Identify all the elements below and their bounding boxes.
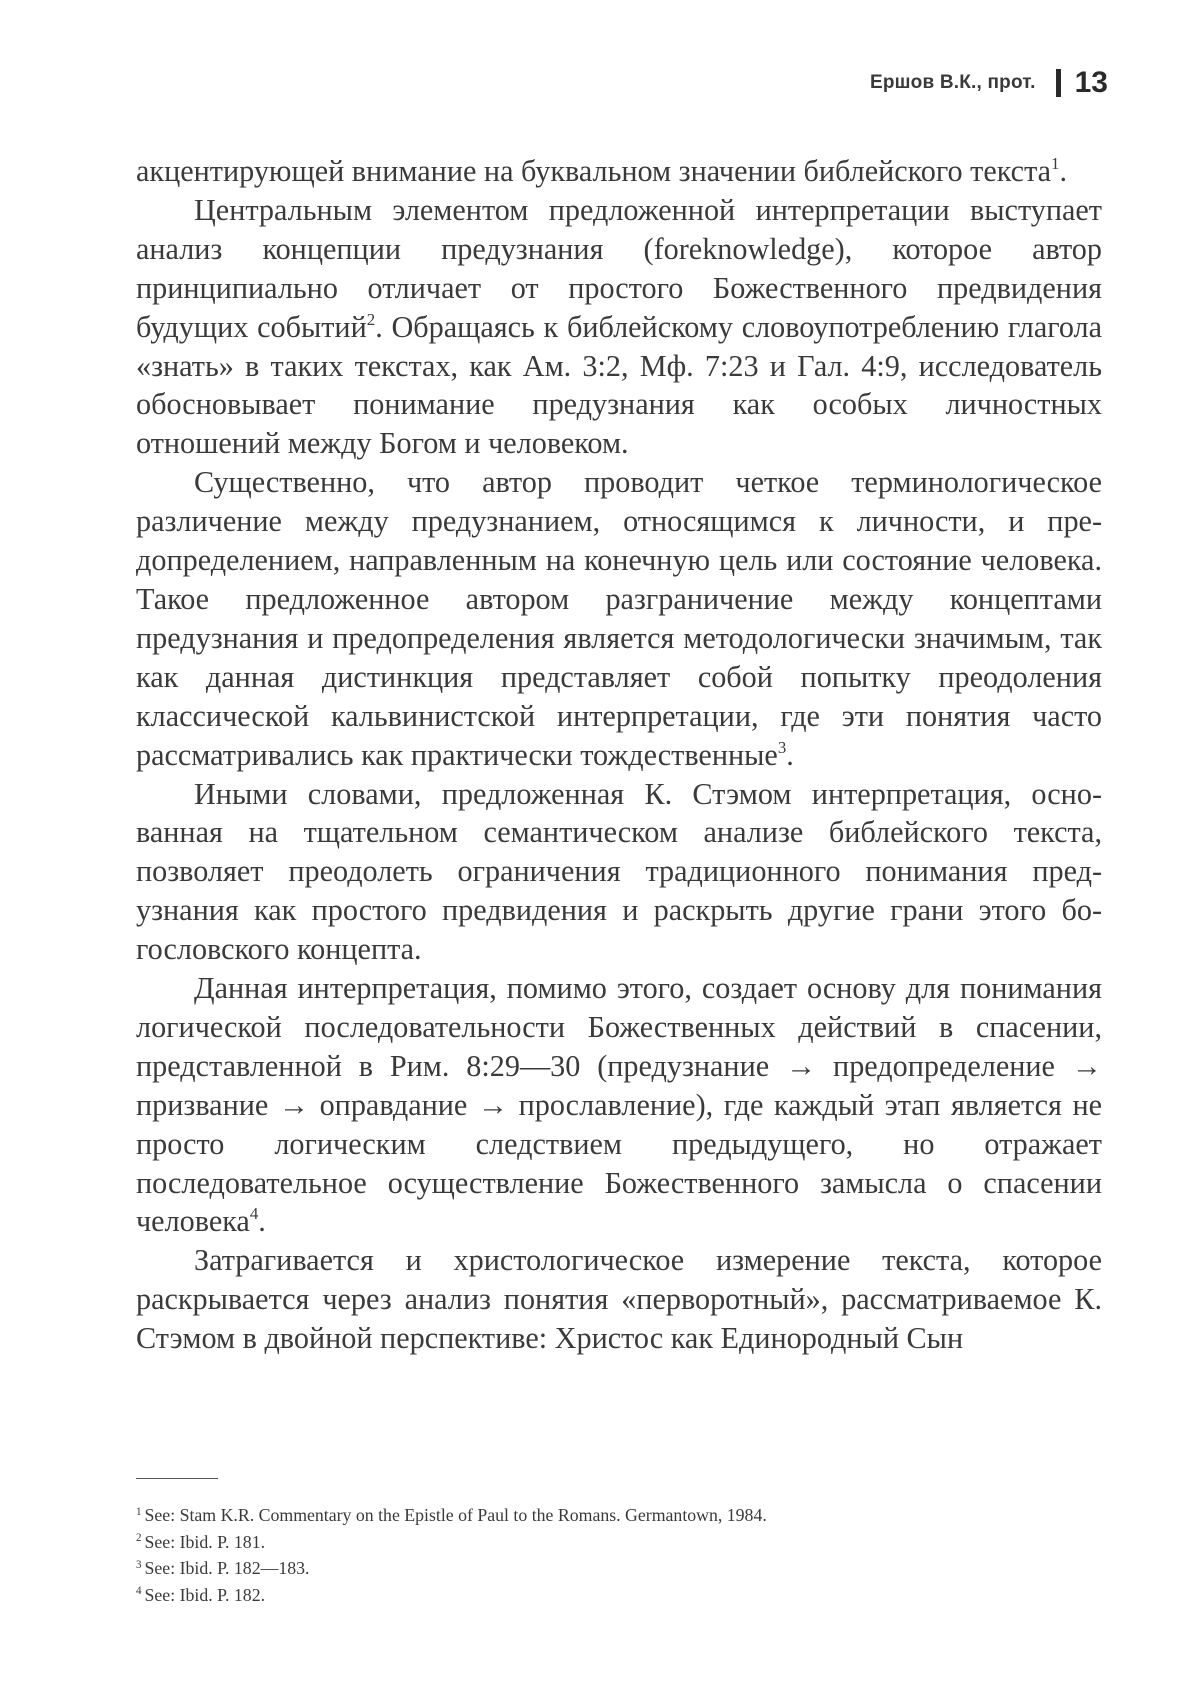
footnote-3 — [136, 1555, 1102, 1582]
paragraph-3 — [136, 463, 1102, 774]
footnote-number: 3 — [136, 1558, 142, 1571]
paragraph-5 — [136, 969, 1102, 1241]
paragraph-3-text: Существенно, что автор проводит четкое терминологическое различение между предузнанием, относящимся к личности, и предопределением, направленным на конечную цель или состояние человека. Такое предложенное автором разграничение между концептами предузнания и предопределения является методологически значимым, так как данная дистинкция представляет собой попытку преодоления классической кальвинистской интерпретации, где эти понятия часто рассматривались как практически тождественные — [136, 465, 1102, 772]
footnote-ref-2[interactable]: 2 — [366, 309, 376, 329]
paragraph-3-end: . — [786, 737, 794, 772]
header-divider-bar — [1056, 69, 1061, 97]
running-header — [870, 66, 1108, 100]
paragraph-1-text: акцентирующей внимание на буквальном значении библейского текста — [136, 154, 1052, 188]
footnote-text: See: Stam K.R. Commentary on the Epistle of Paul to the Romans. Germantown, 1984. — [144, 1505, 767, 1525]
footnote-1 — [136, 1502, 1102, 1529]
footnote-number: 1 — [136, 1505, 142, 1518]
footnote-number: 2 — [136, 1532, 142, 1545]
footnote-ref-3[interactable]: 3 — [777, 737, 787, 757]
header-author: Ершов В.К., прот. — [869, 72, 1036, 93]
footnote-ref-4[interactable]: 4 — [249, 1204, 259, 1224]
main-text — [136, 152, 1102, 1358]
paragraph-1 — [136, 152, 1102, 191]
paragraph-2-text-b: . Обращаясь к библейскому словоупотреблению глагола «знать» в таких текстах, как Ам. 3:2, Мф. 7:23 и Гал. 4:9, исследователь обосновывает понимание предузнания как особых личностных отношений между Богом и человеком. — [136, 309, 1103, 461]
footnote-2 — [136, 1529, 1102, 1556]
paragraph-2 — [136, 191, 1102, 463]
footnote-separator — [136, 1478, 218, 1479]
footnote-number: 4 — [136, 1585, 142, 1598]
paragraph-4-text: Иными словами, предложенная К. Стэмом интерпретация, основанная на тщательном семантическом анализе библейского текста, позволяет преодолеть ограничения традиционного понимания предузнания как простого предвидения и раскрыть другие грани этого богословского концепта. — [136, 776, 1102, 967]
footnotes — [136, 1502, 1102, 1608]
page-number: 13 — [1074, 66, 1108, 99]
paragraph-1-end: . — [1059, 154, 1068, 188]
paragraph-4 — [136, 775, 1102, 970]
paragraph-6-text: Затрагивается и христологическое измерение текста, которое раскрывается через анализ понятия «перворотный», рассматриваемое К. Стэмом в двойной перспективе: Христос как Единородный Сын — [136, 1243, 1102, 1356]
footnote-text: See: Ibid. P. 181. — [144, 1531, 266, 1552]
paragraph-5-text: Данная интерпретация, помимо этого, создает основу для понимания логической последовательности Божественных действий в спасении, представленной в Рим. 8:29—30 (предузнание → предопределение → призвание → оправдание → прославление), где каждый этап является не просто логическим следствием предыдущего, но отражает последовательное осуществление Божественного замысла о спасении человека — [136, 971, 1102, 1239]
paragraph-5-end: . — [258, 1204, 266, 1239]
footnote-4 — [136, 1582, 1102, 1609]
paragraph-2-text-a: Центральным элементом предложенной интерпретации выступает анализ концепции предузнания (foreknowledge), которое автор принципиально отличает от простого Божественного предвидения будущих событий — [136, 192, 1102, 344]
footnote-ref-1[interactable]: 1 — [1051, 153, 1060, 173]
footnote-text: See: Ibid. P. 182. — [144, 1584, 266, 1605]
paragraph-6 — [136, 1241, 1102, 1358]
footnote-text: See: Ibid. P. 182—183. — [144, 1558, 310, 1578]
